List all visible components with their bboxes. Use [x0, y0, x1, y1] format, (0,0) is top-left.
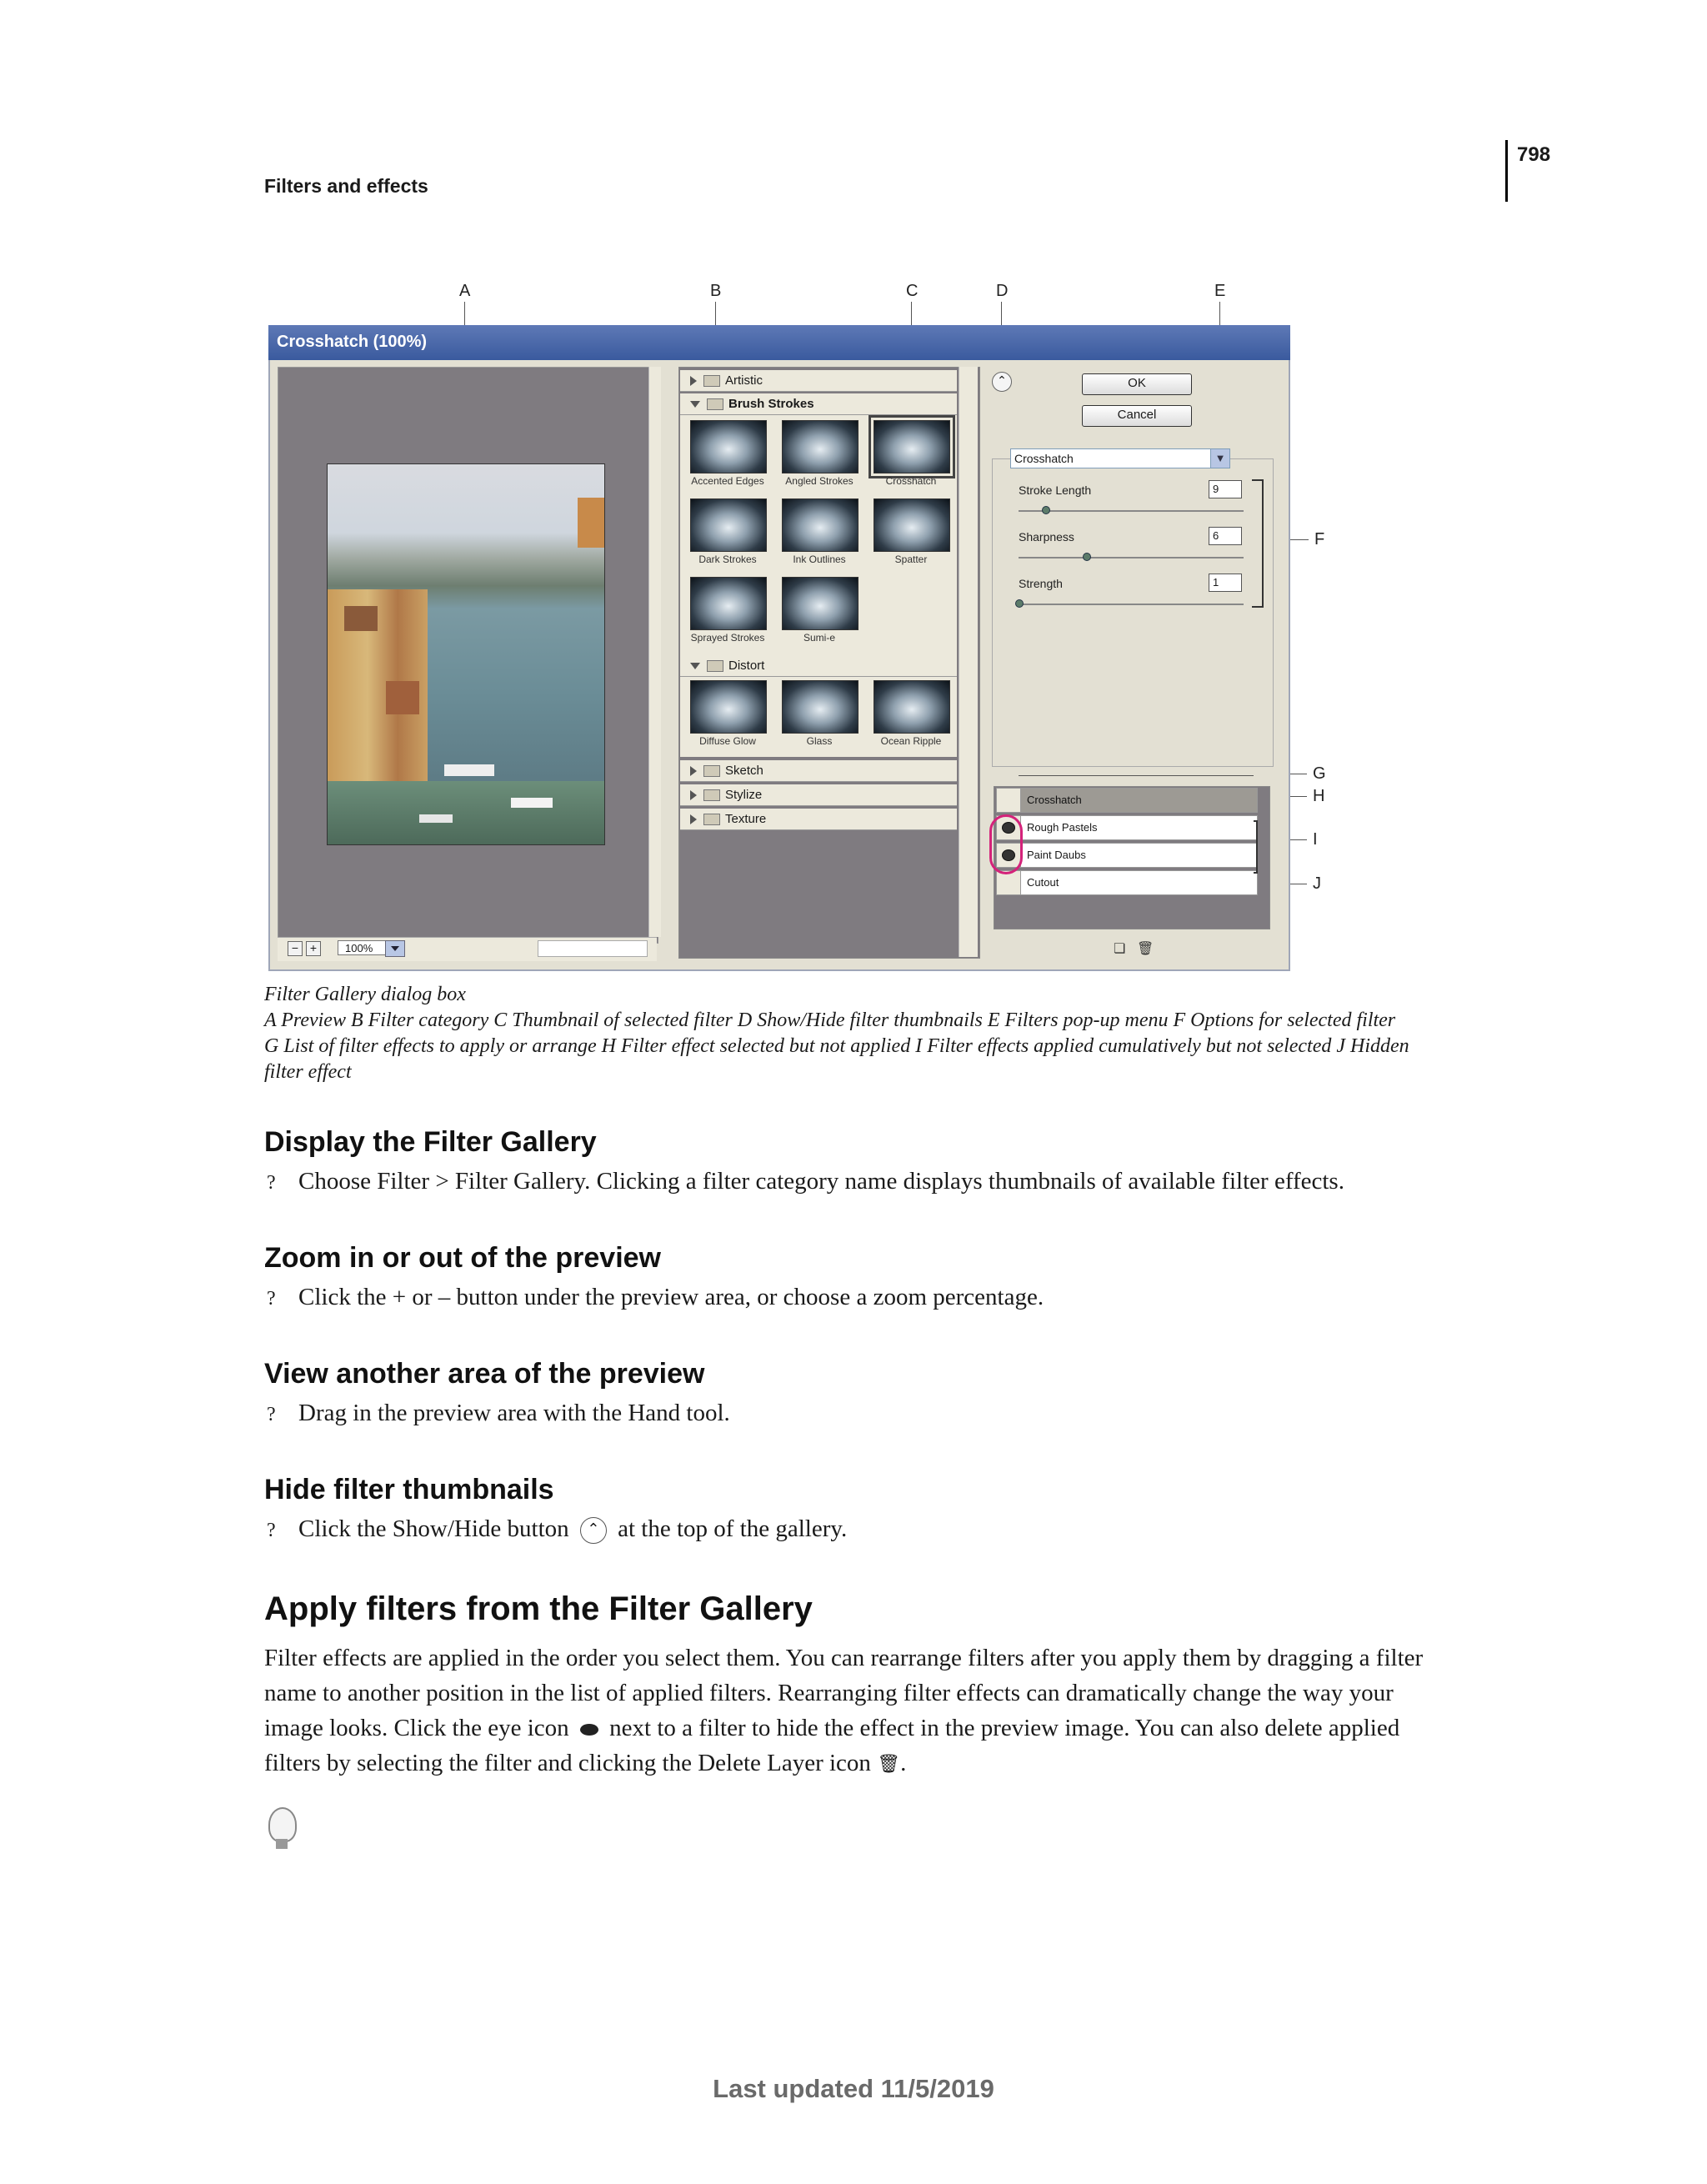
step-text: Click the + or – button under the preview area, or choose a zoom percentage. — [298, 1284, 1044, 1310]
page-number: 798 — [1517, 143, 1551, 166]
thumbnail-label: Crosshatch — [885, 475, 937, 487]
effect-layer-crosshatch[interactable] — [996, 788, 1258, 813]
category-artistic[interactable] — [680, 370, 957, 392]
thumbnail-ink-outlines[interactable] — [782, 498, 859, 552]
layer-name: Paint Daubs — [1027, 849, 1086, 861]
callout-h: H — [1313, 787, 1325, 805]
slider-knob[interactable] — [1015, 599, 1024, 608]
category-distort[interactable] — [680, 655, 957, 677]
section-heading-main: Apply filters from the Filter Gallery — [264, 1590, 813, 1627]
step-line — [267, 1168, 1344, 1195]
thumbnail-glass[interactable] — [782, 680, 859, 734]
paragraph-line — [264, 1711, 1514, 1746]
paragraph-text: next to a filter to hide the effect in the preview image. You can also delete applied — [609, 1715, 1400, 1741]
strength-slider[interactable] — [1019, 604, 1244, 605]
callout-b: B — [710, 282, 722, 300]
visibility-toggle[interactable] — [997, 789, 1021, 812]
layer-name: Rough Pastels — [1027, 821, 1098, 834]
category-label: Stylize — [725, 788, 763, 802]
category-brush-strokes[interactable] — [680, 393, 957, 415]
thumbnail-label: Spatter — [894, 554, 928, 565]
new-effect-layer-icon[interactable]: ❏ — [1114, 940, 1126, 956]
gallery-scrollbar[interactable] — [959, 367, 978, 957]
preview-image — [327, 463, 605, 845]
dialog-title-bar: Crosshatch (100%) — [268, 325, 1290, 360]
slider-knob[interactable] — [1083, 553, 1091, 561]
step-bullet: ? — [267, 1520, 276, 1541]
step-line — [267, 1400, 730, 1427]
chevron-down-icon — [391, 946, 399, 951]
step-text: Choose Filter > Filter Gallery. Clicking a filter category name displays thumbnails of available filter effects. — [298, 1168, 1344, 1195]
zoom-dropdown-button[interactable] — [385, 940, 405, 957]
strength-field[interactable]: 1 — [1209, 574, 1242, 592]
thumbnail-crosshatch-selected[interactable] — [874, 420, 950, 473]
thumbnail-accented-edges[interactable] — [690, 420, 767, 473]
trash-icon: 🗑 — [877, 1754, 901, 1776]
running-title: Filters and effects — [264, 175, 428, 197]
callout-g: G — [1313, 764, 1326, 783]
layers-top-rule — [1019, 775, 1254, 776]
section-heading: Display the Filter Gallery — [264, 1126, 597, 1158]
step-line — [267, 1515, 847, 1544]
thumbnail-label: Sumi-e — [803, 632, 835, 644]
brush-strokes-thumbnails — [680, 415, 957, 655]
section-heading: Zoom in or out of the preview — [264, 1242, 661, 1274]
section-heading: View another area of the preview — [264, 1358, 705, 1390]
folder-icon — [703, 375, 720, 387]
effect-layer-paint-daubs[interactable] — [996, 843, 1258, 868]
callout-c: C — [906, 282, 919, 300]
step-text: Click the Show/Hide button — [298, 1515, 569, 1542]
callout-f: F — [1314, 530, 1325, 549]
callout-j: J — [1313, 874, 1321, 893]
category-label: Texture — [725, 812, 767, 826]
ok-button[interactable]: OK — [1082, 373, 1192, 395]
step-bullet: ? — [267, 1288, 276, 1310]
thumbnail-ocean-ripple[interactable] — [874, 680, 950, 734]
thumbnail-label: Sprayed Strokes — [690, 632, 765, 644]
stroke-length-field[interactable]: 9 — [1209, 480, 1242, 498]
category-label: Artistic — [725, 373, 763, 388]
sharpness-slider[interactable] — [1019, 557, 1244, 559]
category-label: Sketch — [725, 764, 763, 778]
step-text: Drag in the preview area with the Hand tool. — [298, 1400, 730, 1426]
thumbnail-spatter[interactable] — [874, 498, 950, 552]
callout-d: D — [996, 282, 1009, 300]
step-line — [267, 1284, 1044, 1311]
thumbnail-label: Ink Outlines — [793, 554, 846, 565]
paragraph-line: Filter effects are applied in the order you select them. You can rearrange filters after you apply them by dragging a filter — [264, 1645, 1424, 1671]
effect-layer-cutout[interactable] — [996, 870, 1258, 895]
param-label-stroke-length: Stroke Length — [1019, 483, 1092, 497]
category-texture[interactable] — [680, 809, 957, 830]
zoom-percentage-field[interactable]: 100% — [338, 940, 404, 955]
layers-bracket — [1254, 820, 1258, 874]
thumbnail-label: Dark Strokes — [698, 554, 757, 565]
thumbnail-label: Angled Strokes — [785, 475, 854, 487]
folder-icon — [703, 789, 720, 801]
page-number-rule — [1505, 140, 1508, 202]
show-hide-icon: ⌃ — [580, 1517, 607, 1544]
thumbnail-dark-strokes[interactable] — [690, 498, 767, 552]
paragraph-line — [264, 1746, 1514, 1782]
filter-select-menu[interactable]: Crosshatch — [1010, 448, 1230, 468]
category-label: Brush Strokes — [728, 397, 814, 411]
layer-name: Crosshatch — [1027, 794, 1082, 806]
callout-i: I — [1313, 830, 1318, 849]
folder-icon — [707, 398, 723, 410]
lightbulb-base — [276, 1839, 288, 1849]
expand-arrow-icon — [690, 766, 697, 776]
figure-caption-title: Filter Gallery dialog box — [264, 984, 466, 1005]
zoom-in-button[interactable]: + — [306, 941, 321, 956]
thumbnail-diffuse-glow[interactable] — [690, 680, 767, 734]
chevron-down-icon[interactable]: ▼ — [1210, 449, 1229, 468]
param-label-strength: Strength — [1019, 577, 1063, 590]
stroke-length-slider[interactable] — [1019, 510, 1244, 512]
folder-icon — [707, 660, 723, 672]
paragraph-text: . — [900, 1750, 907, 1776]
thumbnail-label: Diffuse Glow — [699, 735, 756, 747]
step-text: at the top of the gallery. — [618, 1515, 848, 1542]
distort-thumbnails — [680, 677, 957, 757]
visibility-toggle[interactable] — [997, 871, 1021, 894]
expand-arrow-icon — [690, 376, 697, 386]
paragraph-text: filters by selecting the filter and clicking the Delete Layer icon — [264, 1750, 871, 1776]
category-sketch[interactable] — [680, 760, 957, 782]
sharpness-field[interactable]: 6 — [1209, 527, 1242, 545]
callout-a: A — [459, 282, 471, 300]
eye-highlight-ring — [989, 814, 1023, 874]
section-heading: Hide filter thumbnails — [264, 1474, 554, 1505]
figure-caption-line: A Preview B Filter category C Thumbnail of selected filter D Show/Hide filter thumbnails E Filters pop-up menu F Options for selected filter — [264, 1009, 1396, 1031]
lightbulb-icon — [268, 1807, 297, 1842]
thumbnail-label: Ocean Ripple — [880, 735, 942, 747]
layer-name: Cutout — [1027, 876, 1059, 889]
eye-icon — [580, 1724, 598, 1736]
paragraph-line: name to another position in the list of applied filters. Rearranging filter effects can dramatically change the way your — [264, 1680, 1394, 1706]
trash-icon[interactable]: 🗑 — [1137, 940, 1154, 956]
effect-layer-rough-pastels[interactable] — [996, 815, 1258, 840]
category-stylize[interactable] — [680, 784, 957, 806]
figure-caption-line: filter effect — [264, 1061, 352, 1083]
options-bracket — [1252, 479, 1264, 608]
callout-e: E — [1214, 282, 1226, 300]
thumbnail-label: Glass — [806, 735, 833, 747]
folder-icon — [703, 814, 720, 825]
collapse-arrow-icon — [690, 663, 700, 669]
expand-arrow-icon — [690, 814, 697, 824]
zoom-out-button[interactable]: − — [288, 941, 303, 956]
preview-vertical-scrollbar[interactable] — [648, 367, 661, 937]
thumbnail-label: Accented Edges — [691, 475, 764, 487]
figure-caption-line: G List of filter effects to apply or arrange H Filter effect selected but not applied I Filter effects applied cumulatively but not selected J Hidden — [264, 1035, 1409, 1057]
filter-options-panel — [992, 458, 1274, 767]
expand-arrow-icon — [690, 790, 697, 800]
folder-icon — [703, 765, 720, 777]
last-updated-footer: Last updated 11/5/2019 — [713, 2074, 994, 2103]
step-bullet: ? — [267, 1172, 276, 1194]
category-label: Distort — [728, 659, 765, 673]
cancel-button[interactable]: Cancel — [1082, 405, 1192, 427]
param-label-sharpness: Sharpness — [1019, 530, 1074, 543]
thumbnail-sumi-e[interactable] — [782, 577, 859, 630]
paragraph-text: image looks. Click the eye icon — [264, 1715, 569, 1741]
thumbnail-angled-strokes[interactable] — [782, 420, 859, 473]
collapse-arrow-icon — [690, 401, 700, 408]
step-bullet: ? — [267, 1404, 276, 1425]
thumbnail-sprayed-strokes[interactable] — [690, 577, 767, 630]
show-hide-thumbnails-button[interactable]: ⌃ — [992, 372, 1012, 392]
preview-horizontal-scrollbar[interactable] — [538, 940, 648, 957]
